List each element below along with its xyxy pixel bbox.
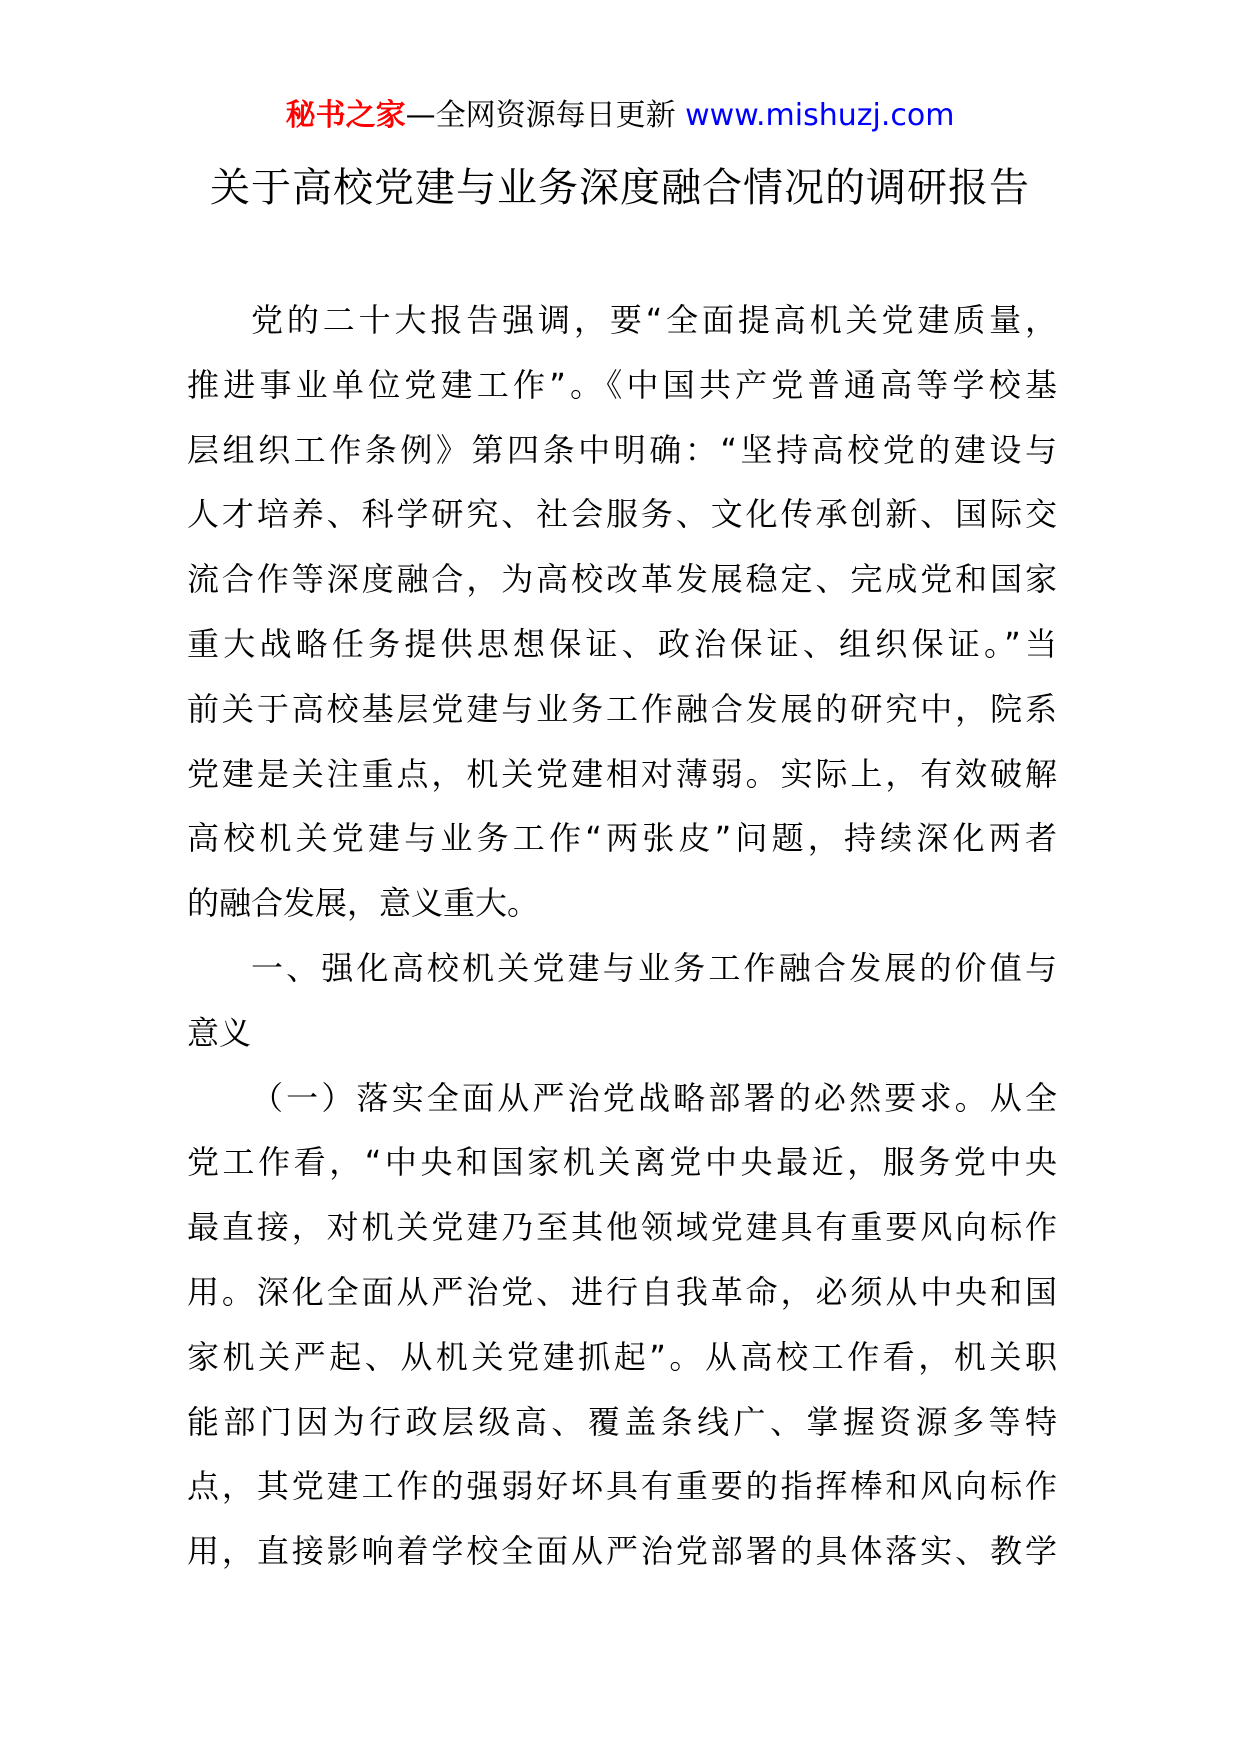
paragraph-line: 层组织工作条例》第四条中明确：“坚持高校党的建设与 <box>187 430 1057 469</box>
paragraph-line: 人才培养、科学研究、社会服务、文化传承创新、国际交 <box>187 495 1057 534</box>
paragraph-line: 用。深化全面从严治党、进行自我革命，必须从中央和国 <box>187 1272 1057 1311</box>
paragraph-line: 的融合发展，意义重大。 <box>187 884 540 923</box>
paragraph-line: 推进事业单位党建工作”。《中国共产党普通高等学校基 <box>187 365 1057 404</box>
paragraph-line: 高校机关党建与业务工作“两张皮”问题，持续深化两者 <box>187 819 1057 858</box>
paragraph-line: 前关于高校基层党建与业务工作融合发展的研究中，院系 <box>187 689 1057 728</box>
paragraph-line: 重大战略任务提供思想保证、政治保证、组织保证。”当 <box>187 624 1057 663</box>
section-heading-line: 意义 <box>187 1013 252 1052</box>
document-title: 关于高校党建与业务深度融合情况的调研报告 <box>210 165 1030 211</box>
paragraph-line: 点，其党建工作的强弱好坏具有重要的指挥棒和风向标作 <box>187 1467 1057 1506</box>
paragraph-line: 流合作等深度融合，为高校改革发展稳定、完成党和国家 <box>187 560 1057 599</box>
paragraph-line: （一）落实全面从严治党战略部署的必然要求。从全 <box>251 1078 1057 1117</box>
site-name: 秘书之家 <box>285 98 406 133</box>
paragraph-line: 党的二十大报告强调，要“全面提高机关党建质量， <box>251 301 1057 339</box>
paragraph-line: 党工作看，“中央和国家机关离党中央最近，服务党中央 <box>187 1143 1057 1182</box>
paragraph-line: 家机关严起、从机关党建抓起”。从高校工作看，机关职 <box>187 1337 1057 1376</box>
site-tagline: —全网资源每日更新 <box>405 98 676 133</box>
paragraph-line: 最直接，对机关党建乃至其他领域党建具有重要风向标作 <box>187 1208 1057 1247</box>
document-body <box>187 288 1057 1584</box>
paragraph-line: 用，直接影响着学校全面从严治党部署的具体落实、教学 <box>187 1532 1057 1571</box>
paragraph-line: 党建是关注重点，机关党建相对薄弱。实际上，有效破解 <box>187 754 1057 793</box>
site-url[interactable]: www.mishuzj.com <box>685 98 955 133</box>
page-header <box>0 96 1240 136</box>
paragraph-line: 能部门因为行政层级高、覆盖条线广、掌握资源多等特 <box>187 1402 1057 1441</box>
section-heading-line: 一、强化高校机关党建与业务工作融合发展的价值与 <box>251 948 1057 987</box>
